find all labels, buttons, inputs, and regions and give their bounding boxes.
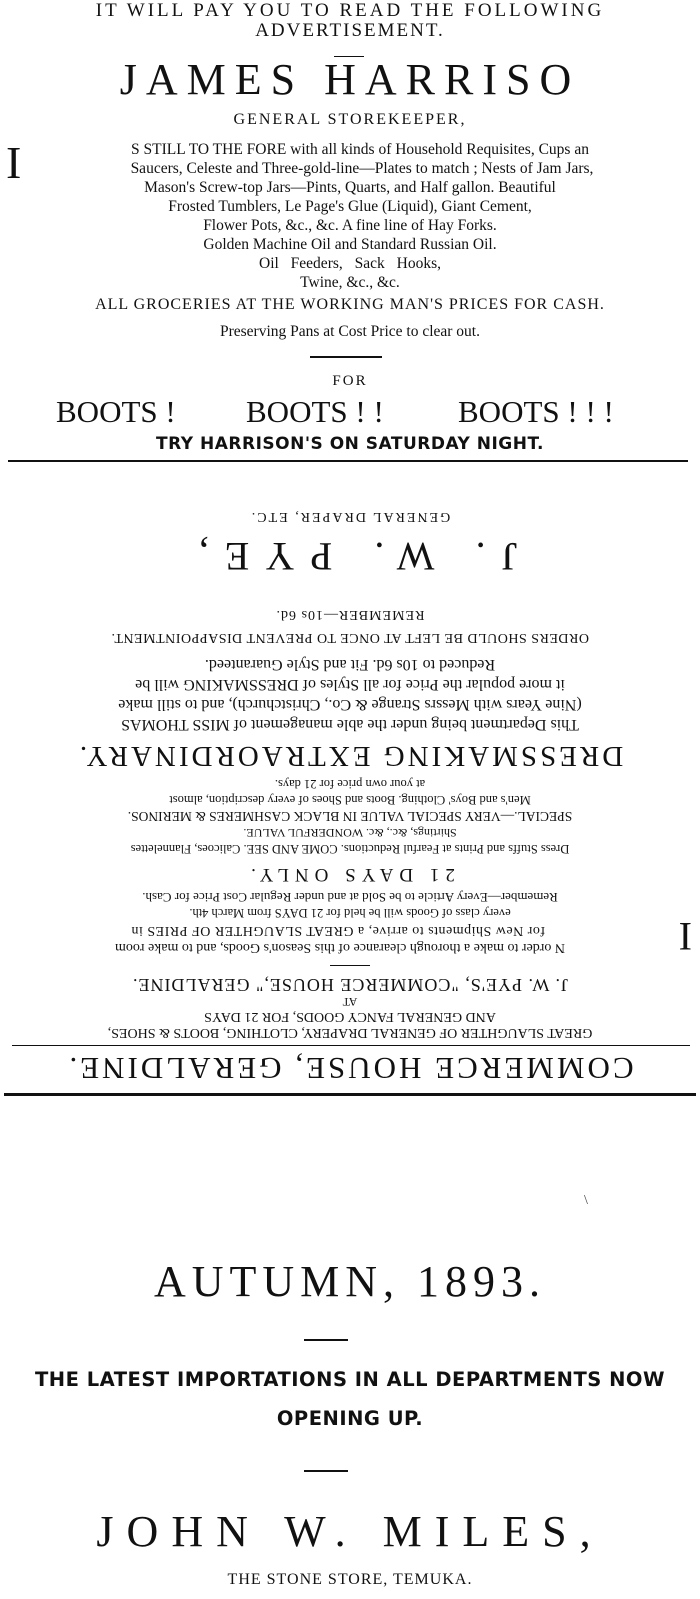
miles-name: JOHN W. MILES,: [96, 1507, 604, 1556]
body-line: Flower Pots, &c., &c. A fine line of Hay Forks.: [203, 217, 497, 234]
dressmaking-heading: DRESSMAKING EXTRAORDINARY.: [76, 740, 624, 772]
pye-subtitle: GREAT SLAUGHTER OF GENERAL DRAPERY, CLOTHING, BOOTS & SHOES,: [107, 1025, 593, 1040]
merchant-name: JAMES HARRISO: [119, 55, 581, 104]
pye-advertisement-upside-down: [0, 462, 700, 1096]
body-line: S STILL TO THE FORE with all kinds of Household Requisites, Cups an: [131, 141, 589, 158]
body-line: Men's and Boys' Clothing. Boots and Shoes of every description, almost: [169, 793, 531, 807]
body-line: every class of Goods will be held for 21 DAYS from March 4th.: [189, 906, 511, 920]
body-line: Remember—Every Article to be Sold at and under Regular Cost Price for Cash.: [142, 890, 558, 905]
pye-title: COMMERCE HOUSE, GERALDINE.: [66, 1051, 634, 1086]
saturday-line: TRY HARRISON'S ON SATURDAY NIGHT.: [156, 434, 544, 454]
divider: [330, 965, 370, 966]
body-line: Golden Machine Oil and Standard Russian Oil.: [203, 236, 497, 253]
body-line: Mason's Screw-top Jars—Pints, Quarts, and Half gallon. Beautiful: [144, 179, 556, 196]
divider: [12, 1045, 690, 1046]
merchant-trade: GENERAL STOREKEEPER,: [233, 111, 467, 128]
body-line: Reduced to 10s 6d. Fit and Style Guaranteed.: [204, 656, 496, 673]
pye-subtitle: AND GENERAL FANCY GOODS, FOR 21 DAYS: [204, 1009, 496, 1024]
remember-line: REMEMBER—10s 6d.: [275, 607, 425, 622]
boots-heading: BOOTS ! !: [246, 394, 384, 429]
body-line: Saucers, Celeste and Three-gold-line—Plates to match ; Nests of Jam Jars,: [130, 160, 594, 177]
body-line: Frosted Tumblers, Le Page's Glue (Liquid), Giant Cement,: [168, 198, 532, 215]
intro-line: ADVERTISEMENT.: [255, 20, 445, 41]
body-line: Oil Feeders, Sack Hooks,: [259, 255, 441, 272]
body-line: Shirtings, &c., &c. WONDERFUL VALUE.: [243, 826, 457, 840]
boots-heading: BOOTS !: [56, 394, 176, 429]
groceries-line: ALL GROCERIES AT THE WORKING MAN'S PRICES FOR CASH.: [95, 296, 605, 313]
divider: [304, 1339, 348, 1341]
drop-cap: I: [678, 914, 692, 959]
pye-name: J. W. PYE,: [182, 534, 518, 579]
orders-line: ORDERS SHOULD BE LEFT AT ONCE TO PREVENT DISAPPOINTMENT.: [111, 630, 589, 645]
boots-heading: BOOTS ! ! !: [458, 394, 614, 429]
section-rule: [4, 1093, 696, 1096]
miles-store: THE STONE STORE, TEMUKA.: [227, 1571, 473, 1588]
stray-mark: \: [584, 1193, 588, 1208]
body-line: SPECIAL.—VERY SPECIAL VALUE IN BLACK CASHMERES & MERINOS.: [127, 809, 573, 824]
body-line: Twine, &c., &c.: [300, 274, 400, 291]
body-line: (Nine Years with Messrs Strange & Co., Christchurch), and to still make: [118, 696, 582, 713]
intro-line: IT WILL PAY YOU TO READ THE FOLLOWING: [95, 0, 605, 21]
body-line: it more popular the Price for all Styles of DRESSMAKING will be: [135, 676, 565, 693]
pye-trade: GENERAL DRAPER, ETC.: [249, 509, 451, 524]
latest-line: THE LATEST IMPORTATIONS IN ALL DEPARTMENTS NOW: [34, 1368, 666, 1391]
pye-subtitle: J. W. PYE'S, "COMMERCE HOUSE," GERALDINE.: [132, 975, 568, 995]
body-line: at your own price for 21 days.: [274, 777, 426, 791]
body-line: This Department being under the able management of MISS THOMAS: [121, 716, 579, 733]
season-heading: AUTUMN, 1893.: [153, 1257, 547, 1306]
divider: [310, 356, 382, 358]
drop-cap: I: [6, 137, 22, 188]
pans-line: Preserving Pans at Cost Price to clear out.: [219, 323, 480, 340]
divider: [304, 1470, 348, 1472]
latest-line: OPENING UP.: [276, 1407, 424, 1430]
pye-subtitle: AT: [342, 995, 358, 1009]
body-line: N order to make a thorough clearance of this Season's Goods, and to make room: [115, 940, 566, 955]
body-line: for New Shipments to arrive, a GREAT SLAUGHTER OF PRIES in: [130, 923, 546, 938]
days-heading: 21 DAYS ONLY.: [245, 864, 455, 885]
for-line: FOR: [332, 373, 368, 389]
body-line: Dress Stuffs and Prints at Fearful Reductions. COME AND SEE. Calicoes, Flannelettes: [130, 842, 570, 856]
